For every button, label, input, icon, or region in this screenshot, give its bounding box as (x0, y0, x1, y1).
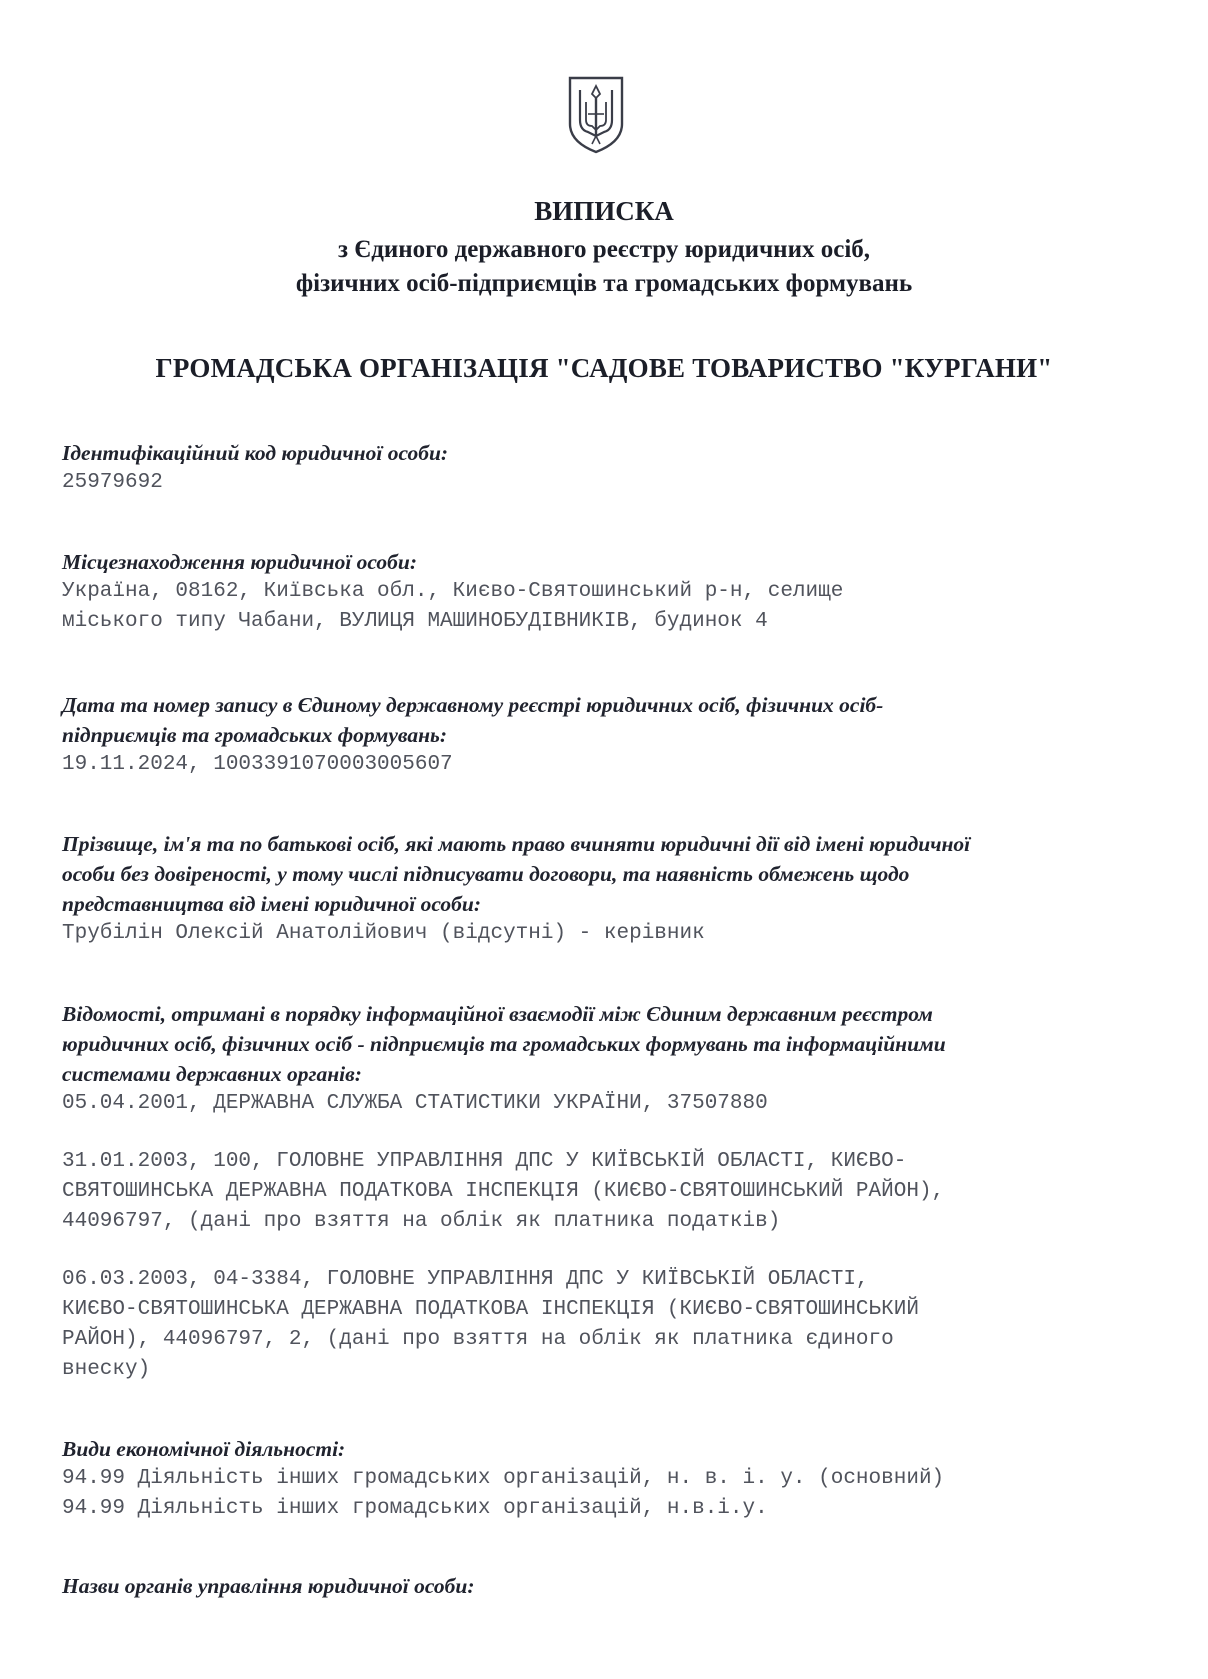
identification-label: Ідентифікаційний код юридичної особи: (62, 441, 449, 465)
info-exchange-entry (62, 1147, 1142, 1237)
authorized-persons-label-line: представництва від імені юридичної особи: (62, 892, 482, 916)
authorized-persons-label-line: особи без довіреності, у тому числі підписувати договори, та наявність обмежень щодо (62, 862, 910, 886)
economic-activity-section (62, 1434, 1142, 1524)
economic-activity-line: 94.99 Діяльність інших громадських організацій, н.в.і.у. (62, 1497, 768, 1520)
location-line: міського типу Чабани, ВУЛИЦЯ МАШИНОБУДІВНИКІВ, будинок 4 (62, 610, 768, 633)
info-exchange-label-line: юридичних осіб, фізичних осіб - підприємців та громадських формувань та інформаційними (62, 1032, 946, 1056)
document-subtitle-line2: фізичних осіб-підприємців та громадських формувань (295, 270, 913, 297)
authorized-persons-value: Трубілін Олексій Анатолійович (відсутні) - керівник (62, 922, 705, 945)
info-exchange-entry (62, 1089, 1142, 1119)
governing-bodies-label: Назви органів управління юридичної особи: (62, 1574, 475, 1598)
trident-emblem-icon (566, 74, 626, 154)
authorized-persons-label-line: Прізвище, ім'я та по батькові осіб, які мають право вчиняти юридичні дії від імені юридичної (62, 832, 971, 856)
info-exchange-entry-line: внеску) (62, 1358, 151, 1381)
governing-bodies-section (62, 1571, 1142, 1601)
location-label: Місцезнаходження юридичної особи: (62, 550, 418, 574)
info-exchange-entry-line: КИЄВО-СВЯТОШИНСЬКА ДЕРЖАВНА ПОДАТКОВА ІНСПЕКЦІЯ (КИЄВО-СВЯТОШИНСЬКИЙ (62, 1298, 919, 1321)
info-exchange-entry (62, 1265, 1142, 1385)
info-exchange-entry-line: 05.04.2001, ДЕРЖАВНА СЛУЖБА СТАТИСТИКИ УКРАЇНИ, 37507880 (62, 1092, 768, 1115)
info-exchange-section (62, 999, 1142, 1385)
info-exchange-entry-line: 44096797, (дані про взяття на облік як платника податків) (62, 1210, 781, 1233)
info-exchange-label-line: Відомості, отримані в порядку інформаційної взаємодії між Єдиним державним реєстром (62, 1002, 933, 1026)
economic-activity-label: Види економічної діяльності: (62, 1437, 346, 1461)
location-section (62, 547, 1142, 637)
record-value: 19.11.2024, 1003391070003005607 (62, 753, 453, 776)
info-exchange-label-line: системами державних органів: (62, 1062, 362, 1086)
info-exchange-entry-line: СВЯТОШИНСЬКА ДЕРЖАВНА ПОДАТКОВА ІНСПЕКЦІЯ (КИЄВО-СВЯТОШИНСЬКИЙ РАЙОН), (62, 1180, 945, 1203)
document-subtitle-line1: з Єдиного державного реєстру юридичних осіб, (337, 236, 871, 263)
authorized-persons-section (62, 829, 1142, 949)
info-exchange-entry-line: 06.03.2003, 04-3384, ГОЛОВНЕ УПРАВЛІННЯ ДПС У КИЇВСЬКІЙ ОБЛАСТІ, (62, 1268, 869, 1291)
record-label-line: Дата та номер запису в Єдиному державному реєстрі юридичних осіб, фізичних осіб- (62, 693, 884, 717)
identification-value: 25979692 (62, 471, 163, 494)
location-line: Україна, 08162, Київська обл., Києво-Святошинський р-н, селище (62, 580, 844, 603)
economic-activity-line: 94.99 Діяльність інших громадських організацій, н. в. і. у. (основний) (62, 1467, 945, 1490)
organization-name: ГРОМАДСЬКА ОРГАНІЗАЦІЯ "САДОВЕ ТОВАРИСТВО "КУРГАНИ" (155, 353, 1053, 383)
record-label-line: підприємців та громадських формувань: (62, 723, 448, 747)
record-section (62, 690, 1142, 780)
info-exchange-entry-line: РАЙОН), 44096797, 2, (дані про взяття на облік як платника єдиного (62, 1328, 894, 1351)
document-title: ВИПИСКА (534, 196, 674, 226)
info-exchange-entry-line: 31.01.2003, 100, ГОЛОВНЕ УПРАВЛІННЯ ДПС У КИЇВСЬКІЙ ОБЛАСТІ, КИЄВО- (62, 1150, 907, 1173)
identification-section (62, 438, 1142, 498)
